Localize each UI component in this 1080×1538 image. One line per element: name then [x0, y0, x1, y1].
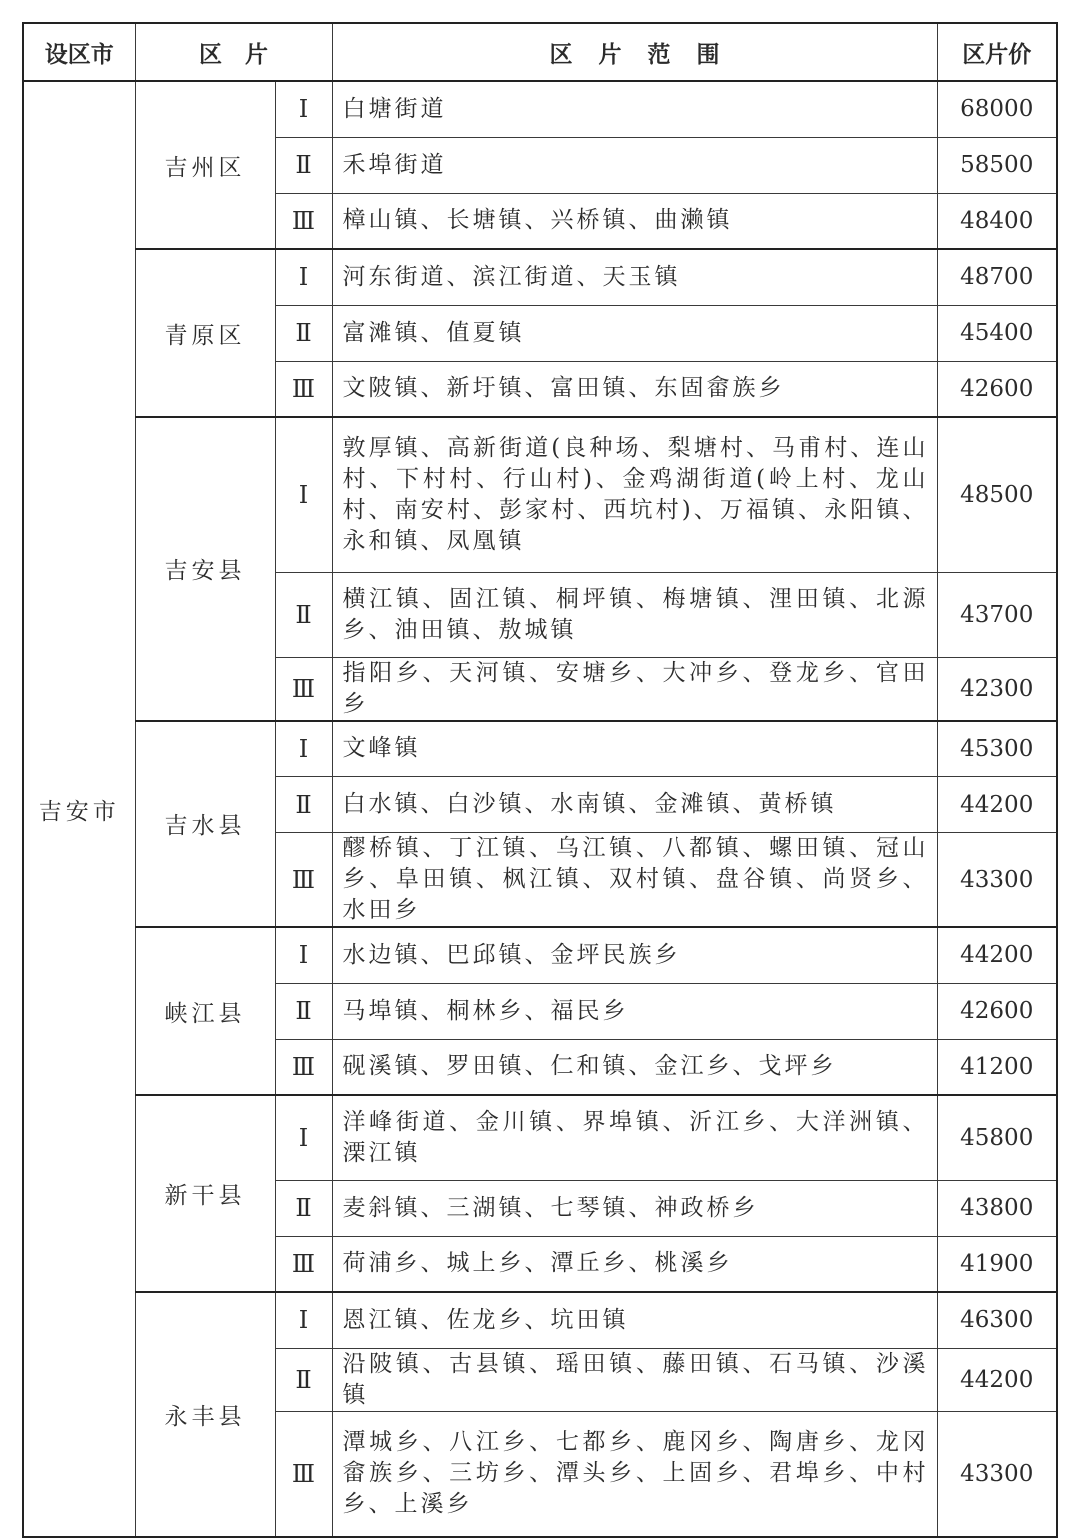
scope-cell: 白水镇、白沙镇、水南镇、金滩镇、黄桥镇: [332, 777, 937, 833]
district-cell: 吉州区: [135, 81, 275, 249]
tier-cell: Ⅱ: [275, 137, 332, 193]
scope-cell: 醪桥镇、丁江镇、乌江镇、八都镇、螺田镇、冠山乡、阜田镇、枫江镇、双村镇、盘谷镇、尚贤乡、水田乡: [332, 833, 937, 928]
price-cell: 46300: [937, 1292, 1057, 1348]
tier-cell: Ⅲ: [275, 833, 332, 928]
tier-cell: Ⅰ: [275, 249, 332, 305]
scope-cell: 富滩镇、值夏镇: [332, 305, 937, 361]
scope-cell: 马埠镇、桐林乡、福民乡: [332, 983, 937, 1039]
price-cell: 44200: [937, 777, 1057, 833]
header-district-label: 区 片: [199, 41, 268, 68]
price-cell: 43300: [937, 833, 1057, 928]
tier-cell: Ⅲ: [275, 193, 332, 249]
scope-cell: 河东街道、滨江街道、天玉镇: [332, 249, 937, 305]
scope-cell: 荷浦乡、城上乡、潭丘乡、桃溪乡: [332, 1236, 937, 1292]
header-scope: 区片范围: [332, 23, 937, 81]
district-cell: 吉水县: [135, 721, 275, 928]
price-cell: 42600: [937, 983, 1057, 1039]
price-cell: 43700: [937, 572, 1057, 657]
tier-cell: Ⅱ: [275, 777, 332, 833]
table-row: [23, 417, 1057, 572]
land-price-table: [22, 22, 1058, 1538]
scope-cell: 潭城乡、八江乡、七都乡、鹿冈乡、陶唐乡、龙冈畲族乡、三坊乡、潭头乡、上固乡、君埠乡、中村乡、上溪乡: [332, 1411, 937, 1537]
scope-cell: 沿陂镇、古县镇、瑶田镇、藤田镇、石马镇、沙溪镇: [332, 1348, 937, 1411]
tier-cell: Ⅱ: [275, 1180, 332, 1236]
scope-cell: 横江镇、固江镇、桐坪镇、梅塘镇、浬田镇、北源乡、油田镇、敖城镇: [332, 572, 937, 657]
tier-cell: Ⅱ: [275, 305, 332, 361]
tier-cell: Ⅲ: [275, 1411, 332, 1537]
price-cell: 45400: [937, 305, 1057, 361]
price-cell: 43800: [937, 1180, 1057, 1236]
tier-cell: Ⅰ: [275, 417, 332, 572]
tier-cell: Ⅲ: [275, 657, 332, 721]
table-row: [23, 249, 1057, 305]
scope-cell: 指阳乡、天河镇、安塘乡、大冲乡、登龙乡、官田乡: [332, 657, 937, 721]
price-cell: 48700: [937, 249, 1057, 305]
header-row: [23, 23, 1057, 81]
header-district: [135, 23, 332, 81]
table-body: [23, 81, 1057, 1537]
scope-cell: 砚溪镇、罗田镇、仁和镇、金江乡、戈坪乡: [332, 1039, 937, 1095]
tier-cell: Ⅲ: [275, 1236, 332, 1292]
scope-cell: 文峰镇: [332, 721, 937, 777]
scope-cell: 洋峰街道、金川镇、界埠镇、沂江乡、大洋洲镇、溧江镇: [332, 1095, 937, 1180]
scope-cell: 敦厚镇、高新街道(良种场、梨塘村、马甫村、连山村、下村村、行山村)、金鸡湖街道(岭上村、龙山村、南安村、彭家村、西坑村)、万福镇、永阳镇、永和镇、凤凰镇: [332, 417, 937, 572]
district-cell: 峡江县: [135, 927, 275, 1095]
scope-cell: 恩江镇、佐龙乡、坑田镇: [332, 1292, 937, 1348]
scope-cell: 禾埠街道: [332, 137, 937, 193]
price-cell: 43300: [937, 1411, 1057, 1537]
price-cell: 48500: [937, 417, 1057, 572]
tier-cell: Ⅰ: [275, 1292, 332, 1348]
price-cell: 44200: [937, 927, 1057, 983]
price-cell: 48400: [937, 193, 1057, 249]
scope-cell: 麦斜镇、三湖镇、七琴镇、神政桥乡: [332, 1180, 937, 1236]
tier-cell: Ⅰ: [275, 81, 332, 137]
tier-cell: Ⅱ: [275, 983, 332, 1039]
table-row: [23, 927, 1057, 983]
tier-cell: Ⅲ: [275, 361, 332, 417]
tier-cell: Ⅱ: [275, 1348, 332, 1411]
tier-cell: Ⅱ: [275, 572, 332, 657]
table-row: [23, 1292, 1057, 1348]
scope-cell: 樟山镇、长塘镇、兴桥镇、曲濑镇: [332, 193, 937, 249]
table-row: [23, 1095, 1057, 1180]
tier-cell: Ⅰ: [275, 721, 332, 777]
price-cell: 45800: [937, 1095, 1057, 1180]
district-cell: 吉安县: [135, 417, 275, 721]
district-cell: 新干县: [135, 1095, 275, 1292]
header-city: 设区市: [23, 23, 135, 81]
document-page: [22, 22, 1058, 1538]
price-cell: 45300: [937, 721, 1057, 777]
price-cell: 41200: [937, 1039, 1057, 1095]
price-cell: 58500: [937, 137, 1057, 193]
scope-cell: 文陂镇、新圩镇、富田镇、东固畲族乡: [332, 361, 937, 417]
district-cell: 青原区: [135, 249, 275, 417]
tier-cell: Ⅰ: [275, 927, 332, 983]
tier-cell: Ⅲ: [275, 1039, 332, 1095]
price-cell: 41900: [937, 1236, 1057, 1292]
header-price: 区片价: [937, 23, 1057, 81]
tier-cell: Ⅰ: [275, 1095, 332, 1180]
table-row: [23, 721, 1057, 777]
price-cell: 44200: [937, 1348, 1057, 1411]
scope-cell: 白塘街道: [332, 81, 937, 137]
scope-cell: 水边镇、巴邱镇、金坪民族乡: [332, 927, 937, 983]
city-cell: 吉安市: [23, 81, 135, 1537]
district-cell: 永丰县: [135, 1292, 275, 1537]
price-cell: 42300: [937, 657, 1057, 721]
table-row: [23, 81, 1057, 137]
price-cell: 42600: [937, 361, 1057, 417]
price-cell: 68000: [937, 81, 1057, 137]
